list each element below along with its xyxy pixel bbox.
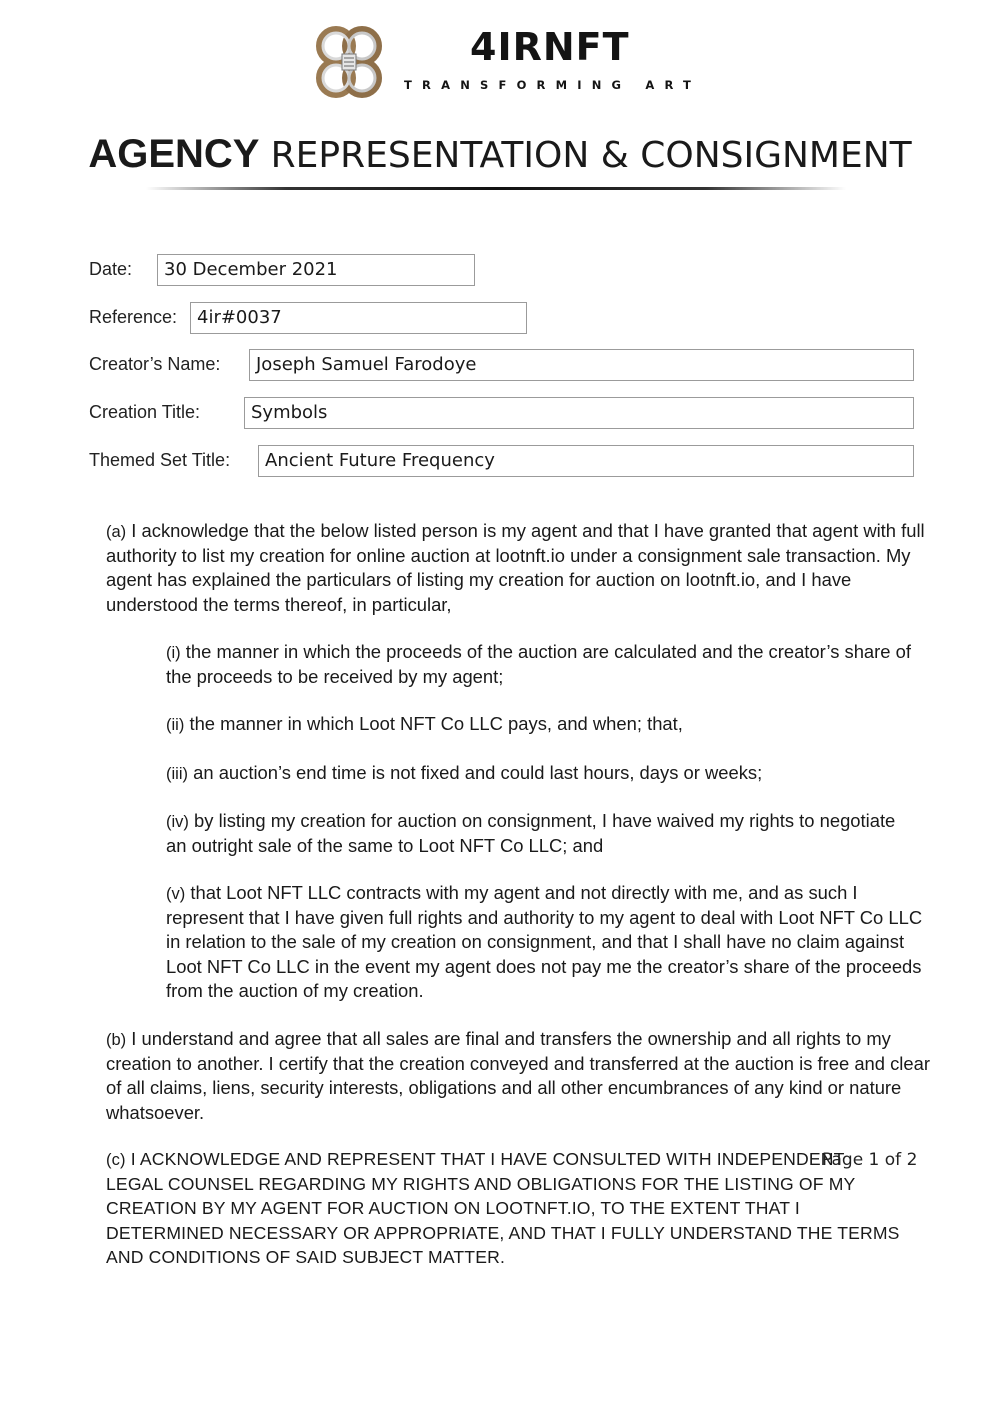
clause-a-label: (a) — [106, 523, 127, 541]
creation-title-label: Creation Title: — [89, 402, 201, 422]
clause-b-text: I understand and agree that all sales are final and transfers the ownership and all rights to my creation to another. I certify that the creation conveyed and transferred at the auction is free and clear of all claims, liens, security interests, obligations and all other encumbrances of any kind or nature whatsoever. — [106, 1028, 930, 1123]
clause-b — [106, 1027, 932, 1125]
reference-label: Reference: — [89, 307, 178, 327]
clause-iv-label: (iv) — [166, 813, 189, 831]
document-title — [0, 134, 1000, 174]
interlocking-circles-logo-icon — [316, 24, 382, 100]
clause-ii-label: (ii) — [166, 716, 185, 734]
clause-v-label: (v) — [166, 885, 186, 903]
clause-v — [166, 881, 932, 1003]
creation-title-field[interactable]: Symbols — [244, 397, 914, 429]
clause-c-text: I ACKNOWLEDGE AND REPRESENT THAT I HAVE CONSULTED WITH INDEPENDENT LEGAL COUNSEL REGARDING MY RIGHTS AND OBLIGATIONS FOR THE LISTING OF MY CREATION BY MY AGENT FOR AUCTION ON LOOTNFT.IO, TO THE EXTENT THAT I DETERMINED NECESSARY OR APPROPRIATE, AND THAT I FULLY UNDERSTAND THE TERMS AND CONDITIONS OF SAID SUBJECT MATTER. — [106, 1149, 900, 1267]
title-bold: AGENCY — [88, 132, 260, 176]
clause-i-label: (i) — [166, 644, 181, 662]
title-divider — [146, 187, 846, 190]
brand-name: 4IRNFT — [470, 25, 630, 69]
date-label: Date: — [89, 259, 133, 279]
clause-i-text: the manner in which the proceeds of the auction are calculated and the creator’s share of the proceeds to be received by my agent; — [166, 641, 911, 688]
clause-iii-text: an auction’s end time is not fixed and could last hours, days or weeks; — [193, 762, 763, 783]
reference-field[interactable]: 4ir#0037 — [190, 302, 527, 334]
creator-name-field[interactable]: Joseph Samuel Farodoye — [249, 349, 914, 381]
page-number: Page 1 of 2 — [822, 1150, 918, 1170]
clause-c — [106, 1147, 906, 1269]
clause-ii — [166, 712, 926, 737]
title-rest: REPRESENTATION & CONSIGNMENT — [270, 135, 912, 176]
clause-a-text: I acknowledge that the below listed person is my agent and that I have granted that agent with full authority to list my creation for online auction at lootnft.io under a consignment sale transaction. My agent has explained the particulars of listing my creation for auction on lootnft.io, and I have understood the terms thereof, in particular, — [106, 520, 925, 615]
clause-a — [106, 519, 932, 617]
clause-iii-label: (iii) — [166, 765, 188, 783]
clause-iv — [166, 809, 918, 858]
creator-name-label: Creator’s Name: — [89, 354, 221, 374]
clause-iv-text: by listing my creation for auction on consignment, I have waived my rights to negotiate an outright sale of the same to Loot NFT Co LLC; and — [166, 810, 896, 857]
themed-set-title-label: Themed Set Title: — [89, 450, 231, 470]
clause-b-label: (b) — [106, 1031, 127, 1049]
clause-ii-text: the manner in which Loot NFT Co LLC pays, and when; that, — [189, 713, 683, 734]
clause-iii — [166, 761, 926, 786]
themed-set-title-field[interactable]: Ancient Future Frequency — [258, 445, 914, 477]
clause-c-label: (c) — [106, 1151, 126, 1169]
clause-i — [166, 640, 926, 689]
date-field[interactable]: 30 December 2021 — [157, 254, 475, 286]
clause-v-text: that Loot NFT LLC contracts with my agent and not directly with me, and as such I represent that I have given full rights and authority to my agent to deal with Loot NFT Co LLC in relation to the sale of my creation on consignment, and that I shall have no claim against Loot NFT Co LLC in the event my agent does not pay me the creator’s share of the proceeds from the auction of my creation. — [166, 882, 923, 1001]
brand-tagline: TRANSFORMING ART — [404, 78, 702, 92]
